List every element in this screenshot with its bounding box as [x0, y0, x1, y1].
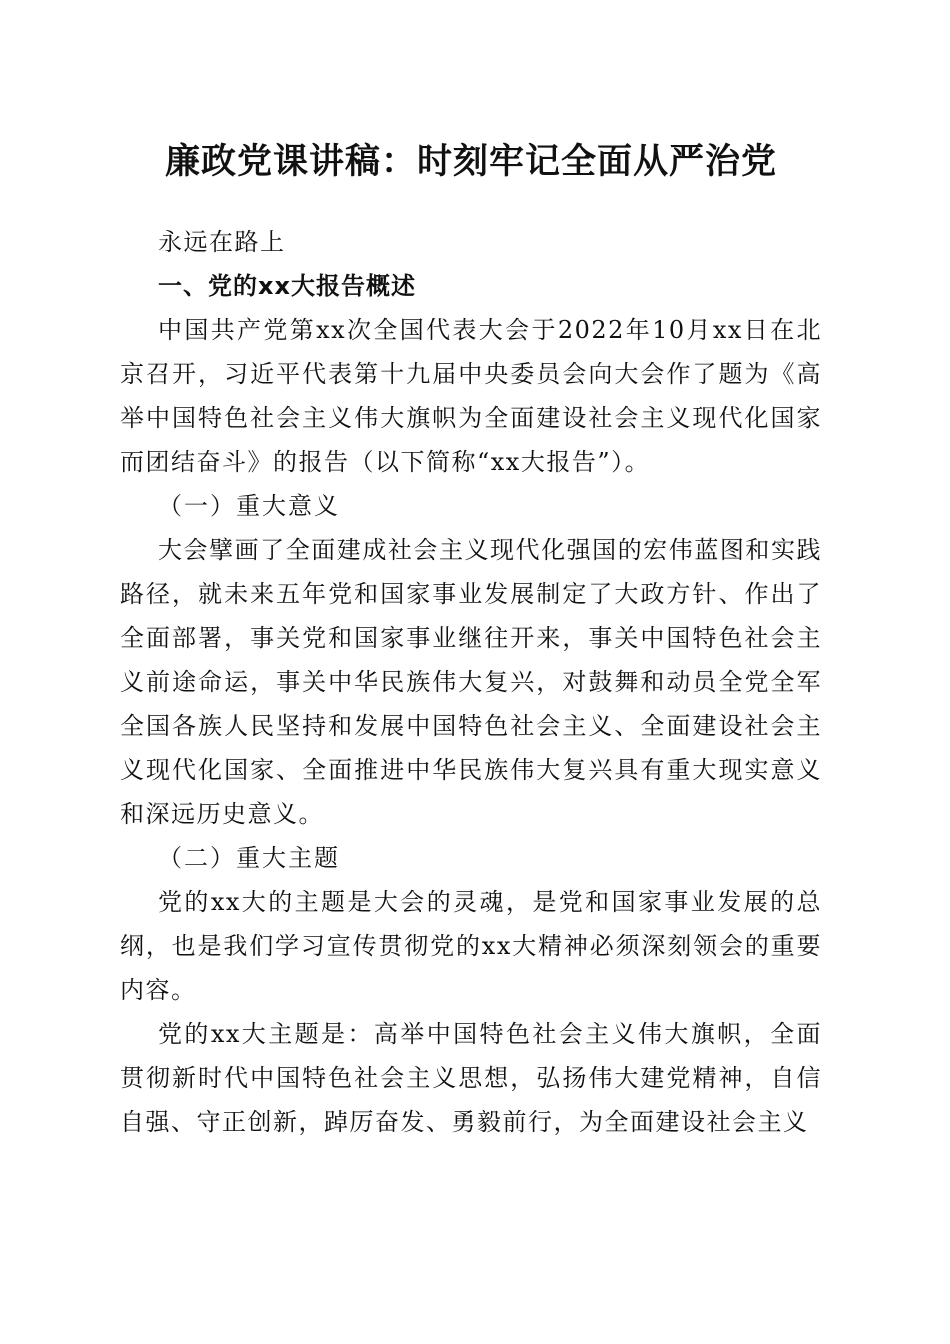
- subsection-heading-significance: （一）重大意义: [158, 492, 340, 520]
- subtitle-line: 永远在路上: [158, 228, 286, 256]
- paragraph-theme-content: 党的xx大主题是：高举中国特色社会主义伟大旗帜，全面贯彻新时代中国特色社会主义思想，弘扬伟大建党精神，自信自强、守正创新，踔厉奋发、勇毅前行，为全面建设社会主义: [120, 1020, 822, 1136]
- paragraph-theme-intro: 党的xx大的主题是大会的灵魂，是党和国家事业发展的总纲，也是我们学习宣传贯彻党的xx大精神必须深刻领会的重要内容。: [120, 888, 822, 1004]
- subsection-heading-theme: （二）重大主题: [158, 844, 340, 872]
- document-title: 廉政党课讲稿：时刻牢记全面从严治党: [164, 142, 777, 182]
- paragraph-congress-intro: 中国共产党第xx次全国代表大会于2022年10月xx日在北京召开，习近平代表第十九届中央委员会向大会作了题为《高举中国特色社会主义伟大旗帜为全面建设社会主义现代化国家而团结奋斗》的报告（以下简称“xx大报告”）。: [120, 316, 822, 476]
- section-heading-overview: 一、党的xx大报告概述: [158, 272, 416, 300]
- document-body: [120, 220, 822, 1144]
- paragraph-significance: 大会擘画了全面建成社会主义现代化强国的宏伟蓝图和实践路径，就未来五年党和国家事业发展制定了大政方针、作出了全面部署，事关党和国家事业继往开来，事关中国特色社会主义前途命运，事关中华民族伟大复兴，对鼓舞和动员全党全军全国各族人民坚持和发展中国特色社会主义、全面建设社会主义现代化国家、全面推进中华民族伟大复兴具有重大现实意义和深远历史意义。: [120, 536, 822, 828]
